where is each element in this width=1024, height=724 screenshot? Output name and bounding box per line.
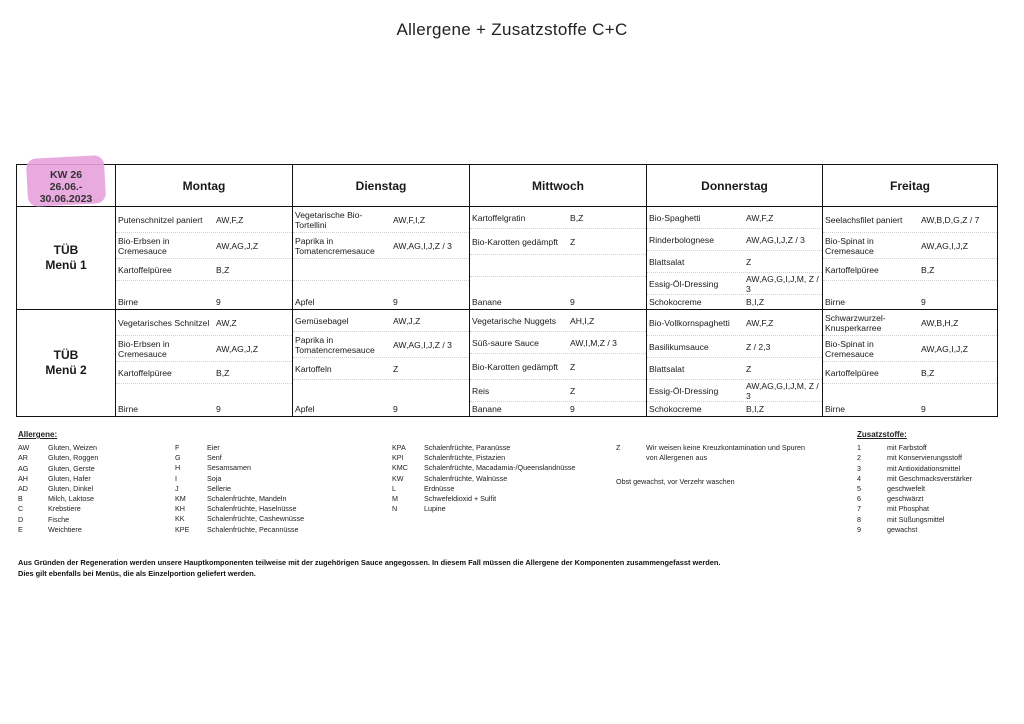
legend-label: Schwefeldioxid + Sulfit [424, 494, 497, 504]
dessert-name: Banane [472, 297, 502, 307]
legend-row [392, 443, 602, 453]
dish-name: Blattsalat [649, 363, 685, 374]
allergen-code: B,Z [216, 367, 230, 378]
legend-row [857, 443, 1007, 453]
legend-row [175, 514, 375, 524]
legend-row [175, 474, 375, 484]
legend-code: 7 [857, 504, 861, 514]
allergen-code: AW,F,Z [746, 212, 774, 223]
dish-row [647, 380, 822, 402]
menu-row-2 [17, 310, 998, 417]
allergen-code: Z [570, 236, 576, 247]
day-header-donnerstag: Donnerstag [647, 165, 823, 207]
dish-row [647, 207, 822, 229]
legend-label: mit Süßungsmittel [887, 514, 945, 524]
dish-row [470, 310, 646, 332]
allergen-code: B,Z [921, 264, 935, 275]
legend-label: mit Geschmacksverstärker [887, 473, 973, 483]
dessert-name: Birne [825, 297, 846, 307]
legend-label: Schalenfrüchte, Mandeln [207, 494, 287, 504]
day-cell [470, 310, 647, 417]
dish-name: Blattsalat [649, 256, 685, 267]
legend-code: 2 [857, 453, 861, 463]
legend-row [18, 464, 168, 474]
legend-row [857, 484, 1007, 494]
legend-row [392, 474, 602, 484]
additives-legend [857, 430, 1007, 535]
legend-row [18, 494, 168, 504]
allergen-code: AW,AG,I,J,Z / 3 [393, 339, 452, 350]
dish-name: Vegetarische Nuggets [472, 315, 557, 326]
dish-name: Kartoffelpüree [825, 367, 879, 378]
dish-name: Bio-Spinat in Cremesauce [825, 235, 874, 256]
legend-label: mit Antioxidationsmittel [887, 463, 961, 473]
allergen-code: AW,AG,I,J,Z [921, 240, 968, 251]
dessert-row [647, 402, 822, 416]
legend-code: AD [18, 484, 28, 494]
legend-code: KMC [392, 463, 408, 473]
menu-table [16, 164, 998, 417]
dish-row [116, 310, 292, 336]
day-cell [116, 207, 293, 310]
day-cell [293, 310, 470, 417]
legend-label: Milch, Laktose [48, 494, 94, 504]
legend-label: Gluten, Weizen [48, 443, 98, 453]
week-number: KW 26 [49, 168, 83, 181]
dish-row [293, 332, 469, 358]
dish-row [823, 336, 997, 362]
legend-row [175, 494, 375, 504]
dessert-name: Apfel [295, 404, 315, 414]
legend-label: Schalenfrüchte, Pistazien [424, 453, 506, 463]
legend-label: Sellerie [207, 483, 231, 493]
allergen-code: Z [746, 256, 752, 267]
dessert-row [470, 295, 646, 309]
legend-code: KPE [175, 524, 190, 534]
allergen-code: AW,AG,G,I,J,M, Z / 3 [746, 273, 819, 294]
dish-row [823, 233, 997, 259]
legend-code: E [18, 524, 23, 534]
legend-code: AR [18, 453, 28, 463]
dish-name: Schwarzwurzel-Knusperkarree [825, 312, 886, 333]
dish-row [470, 332, 646, 354]
allergen-legend-col1 [18, 430, 168, 535]
legend-row [857, 504, 1007, 514]
z-label: Wir weisen keine Kreuzkontamination und Spuren von Allergenen aus [646, 443, 806, 463]
legend-label: Schalenfrüchte, Pecannüsse [207, 524, 299, 534]
dish-row [823, 207, 997, 233]
dessert-code: 9 [921, 297, 926, 307]
dish-name: Kartoffelpüree [825, 264, 879, 275]
legend-row [18, 504, 168, 514]
dessert-row [647, 295, 822, 309]
legend-code: M [392, 494, 398, 504]
legend-code: KK [175, 514, 185, 524]
dessert-code: B,I,Z [746, 297, 765, 307]
allergen-code: Z / 2,3 [746, 341, 771, 352]
legend-row [175, 443, 375, 453]
legend-code: KW [392, 473, 404, 483]
allergen-code: AW,AG,I,J,Z / 3 [746, 234, 805, 245]
allergen-code: Z [570, 361, 576, 372]
dish-row [293, 207, 469, 233]
legend-label: Schalenfrüchte, Macadamia-/Queenslandnüsse [424, 463, 576, 473]
allergen-code: AW,AG,G,I,J,M, Z / 3 [746, 380, 819, 401]
day-header-montag: Montag [116, 165, 293, 207]
day-cell [647, 310, 823, 417]
day-cell [116, 310, 293, 417]
legend-label: Schalenfrüchte, Haselnüsse [207, 504, 297, 514]
legend-label: Gluten, Roggen [48, 453, 99, 463]
dessert-code: 9 [216, 297, 221, 307]
dish-name: Bio-Spinat in Cremesauce [825, 338, 874, 359]
legend-label: Schalenfrüchte, Cashewnüsse [207, 514, 305, 524]
allergen-z-note [616, 443, 806, 488]
legend-row [18, 515, 168, 525]
allergen-code: AW,AG,I,J,Z [921, 343, 968, 354]
dish-row [116, 362, 292, 384]
menu-location: TÜB [53, 348, 79, 362]
dish-row [647, 336, 822, 358]
dish-name: Paprika in Tomatencremesauce [295, 334, 375, 355]
dish-row [470, 207, 646, 229]
dessert-name: Schokocreme [649, 297, 702, 307]
legend-label: Sesamsamen [207, 463, 251, 473]
dish-name: Essig-Öl-Dressing [649, 278, 719, 289]
legend-label: geschwärzt [887, 494, 924, 504]
legend-label: Senf [207, 453, 222, 463]
legend-row [392, 504, 602, 514]
dish-row [823, 310, 997, 336]
legend-row [175, 504, 375, 514]
dish-row [116, 336, 292, 362]
z-code: Z [616, 443, 621, 452]
legend-code: L [392, 483, 396, 493]
dish-row [293, 233, 469, 259]
legend-label: Gluten, Gerste [48, 463, 95, 473]
week-label [17, 167, 115, 205]
allergen-code: B,Z [921, 367, 935, 378]
allergen-code: AW,I,M,Z / 3 [570, 337, 617, 348]
dish-name: Paprika in Tomatencremesauce [295, 235, 375, 256]
legend-row [857, 494, 1007, 504]
legend-label: Krebstiere [48, 504, 81, 514]
legend-code: AG [18, 463, 29, 473]
dish-name: Vegetarisches Schnitzel [118, 317, 210, 328]
legend-label: gewachst [887, 524, 918, 534]
dessert-code: 9 [393, 297, 398, 307]
menu-location: TÜB [53, 243, 79, 257]
day-header-mittwoch: Mittwoch [470, 165, 647, 207]
footer-note [18, 557, 720, 579]
legend-row [18, 484, 168, 494]
allergen-code: AW,B,D,G,Z / 7 [921, 214, 980, 225]
dish-name: Kartoffeln [295, 363, 332, 374]
dish-name: Bio-Karotten gedämpft [472, 361, 558, 372]
allergen-code: B,Z [570, 212, 584, 223]
legend-row [18, 525, 168, 535]
dish-row [470, 229, 646, 255]
legend-label: geschwefelt [887, 484, 925, 494]
legend-label: Soja [207, 473, 222, 483]
day-cell [823, 207, 998, 310]
legend-code: KM [175, 494, 186, 504]
day-header-freitag: Freitag [823, 165, 998, 207]
dish-row [823, 259, 997, 281]
legend-label: mit Phosphat [887, 504, 929, 514]
dessert-code: 9 [570, 297, 575, 307]
allergen-code: AW,F,Z [216, 214, 244, 225]
legend-code: I [175, 473, 177, 483]
footer-line-2: Dies gilt ebenfalls bei Menüs, die als Einzelportion geliefert werden. [18, 569, 256, 578]
dessert-name: Birne [118, 404, 139, 414]
dessert-code: 9 [570, 404, 575, 414]
allergen-code: AW,AG,J,Z [216, 240, 259, 251]
day-header-dienstag: Dienstag [293, 165, 470, 207]
dish-name: Bio-Erbsen in Cremesauce [118, 338, 170, 359]
dish-row [470, 255, 646, 277]
allergen-code: Z [393, 363, 399, 374]
allergen-code: AW,F,I,Z [393, 214, 426, 225]
legend-row [175, 484, 375, 494]
allergen-code: AH,I,Z [570, 315, 595, 326]
legend-row [175, 525, 375, 535]
dish-name: Vegetarische Bio-Tortellini [295, 209, 363, 230]
dessert-row [116, 402, 292, 416]
dessert-code: 9 [393, 404, 398, 414]
dish-row [647, 229, 822, 251]
day-cell [823, 310, 998, 417]
dessert-name: Apfel [295, 297, 315, 307]
dish-name: Gemüsebagel [295, 315, 349, 326]
week-cell [17, 165, 116, 207]
dish-name: Putenschnitzel paniert [118, 214, 203, 225]
dish-name: Basilikumsauce [649, 341, 709, 352]
legend-code: J [175, 483, 179, 493]
dish-name: Kartoffelgratin [472, 212, 526, 223]
legend-row [18, 474, 168, 484]
day-cell [470, 207, 647, 310]
dessert-name: Banane [472, 404, 502, 414]
legend-code: AW [18, 443, 30, 453]
allergen-code: AW,Z [216, 317, 237, 328]
allergen-code: B,Z [216, 264, 230, 275]
dessert-row [470, 402, 646, 416]
legend-row [392, 494, 602, 504]
legend-row [857, 464, 1007, 474]
legend-code: H [175, 463, 181, 473]
legend-label: Fische [48, 514, 70, 524]
menu-row-1 [17, 207, 998, 310]
legend-label: mit Konservierungsstoff [887, 453, 962, 463]
legend-row [392, 484, 602, 494]
legend-label: mit Farbstoff [887, 443, 927, 453]
legend-row [857, 515, 1007, 525]
dish-row [293, 310, 469, 332]
dish-name: Bio-Spaghetti [649, 212, 701, 223]
dessert-row [823, 295, 997, 309]
allergen-code: Z [746, 363, 752, 374]
dish-name: Kartoffelpüree [118, 264, 172, 275]
dessert-code: 9 [921, 404, 926, 414]
legend-row [857, 474, 1007, 484]
day-cell [293, 207, 470, 310]
legend-code: F [175, 443, 180, 452]
legend-code: 6 [857, 494, 861, 504]
dish-row [116, 259, 292, 281]
page-title: Allergene + Zusatzstoffe C+C [396, 20, 628, 39]
additives-heading: Zusatzstoffe: [857, 430, 907, 439]
dessert-row [823, 402, 997, 416]
menu-label-1 [17, 207, 116, 310]
allergen-code: AW,F,Z [746, 317, 774, 328]
allergen-code: AW,AG,I,J,Z / 3 [393, 240, 452, 251]
dish-row [647, 251, 822, 273]
dessert-code: 9 [216, 404, 221, 414]
dessert-row [293, 402, 469, 416]
dish-row [647, 310, 822, 336]
dish-row [470, 354, 646, 380]
dish-name: Bio-Vollkornspaghetti [649, 317, 730, 328]
legend-label: Lupine [424, 504, 446, 514]
menu-name: Menü 1 [45, 258, 87, 272]
legend-code: 8 [857, 514, 861, 524]
legend-label: Gluten, Hafer [48, 473, 91, 483]
dish-row [116, 207, 292, 233]
legend-code: AH [18, 473, 28, 483]
legend-row [175, 463, 375, 473]
legend-row [175, 453, 375, 463]
legend-code: KPI [392, 453, 404, 463]
dish-name: Bio-Karotten gedämpft [472, 236, 558, 247]
dish-name: Seelachsfilet paniert [825, 214, 903, 225]
week-to: 30.06.2023 [39, 192, 93, 205]
allergen-code: AW,J,Z [393, 315, 421, 326]
legend-code: 5 [857, 484, 861, 494]
dessert-row [293, 295, 469, 309]
week-from: 26.06.- [49, 180, 83, 193]
dessert-name: Birne [118, 297, 139, 307]
dessert-name: Birne [825, 404, 846, 414]
obst-note: Obst gewachst, vor Verzehr waschen [616, 477, 735, 487]
legend-label: Eier [207, 443, 220, 452]
allergen-legend-col3 [392, 443, 602, 514]
legend-code: 3 [857, 463, 861, 473]
legend-code: N [392, 504, 398, 514]
legend-code: 9 [857, 524, 861, 534]
day-cell [647, 207, 823, 310]
legend-code: D [18, 514, 24, 524]
dish-name: Bio-Erbsen in Cremesauce [118, 235, 170, 256]
dish-row [116, 233, 292, 259]
allergen-legend-col2 [175, 443, 375, 535]
legend-row [18, 443, 168, 453]
legend-label: Gluten, Dinkel [48, 484, 94, 494]
header-row [17, 165, 998, 207]
dish-name: Essig-Öl-Dressing [649, 385, 719, 396]
legend-code: KPA [392, 443, 406, 452]
legend-code: 4 [857, 473, 861, 483]
legend-row [857, 453, 1007, 463]
allergen-heading: Allergene: [18, 430, 58, 439]
legend-row [18, 453, 168, 463]
dish-row [293, 259, 469, 281]
menu-label-2 [17, 310, 116, 417]
dish-name: Süß-saure Sauce [472, 337, 539, 348]
legend-label: Erdnüsse [424, 483, 455, 493]
dish-row [647, 358, 822, 380]
dish-row [293, 358, 469, 380]
dessert-name: Schokocreme [649, 404, 702, 414]
dish-name: Kartoffelpüree [118, 367, 172, 378]
legend-row [392, 463, 602, 473]
legend-code: G [175, 453, 181, 463]
legend-code: B [18, 494, 23, 504]
dish-row [470, 380, 646, 402]
dessert-code: B,I,Z [746, 404, 765, 414]
dish-row [823, 362, 997, 384]
legend-label: Schalenfrüchte, Walnüsse [424, 473, 508, 483]
legend-code: C [18, 504, 24, 514]
footer-line-1: Aus Gründen der Regeneration werden unsere Hauptkomponenten teilweise mit der zugehörigen Sauce angegossen. In diesem Fall müssen die Allergene der Komponenten zusammengefasst werden. [18, 558, 721, 567]
dish-name: Rinderbolognese [649, 234, 714, 245]
dish-row [647, 273, 822, 295]
legend-row [857, 525, 1007, 535]
dessert-row [116, 295, 292, 309]
allergen-code: Z [570, 385, 576, 396]
allergen-code: AW,B,H,Z [921, 317, 959, 328]
dish-name: Reis [472, 385, 490, 396]
legend-code: KH [175, 504, 185, 514]
menu-name: Menü 2 [45, 363, 87, 377]
allergen-code: AW,AG,J,Z [216, 343, 259, 354]
legend-label: Weichtiere [48, 524, 82, 534]
legend-row [392, 453, 602, 463]
legend-label: Schalenfrüchte, Paranüsse [424, 443, 511, 452]
legend-code: 1 [857, 443, 861, 453]
